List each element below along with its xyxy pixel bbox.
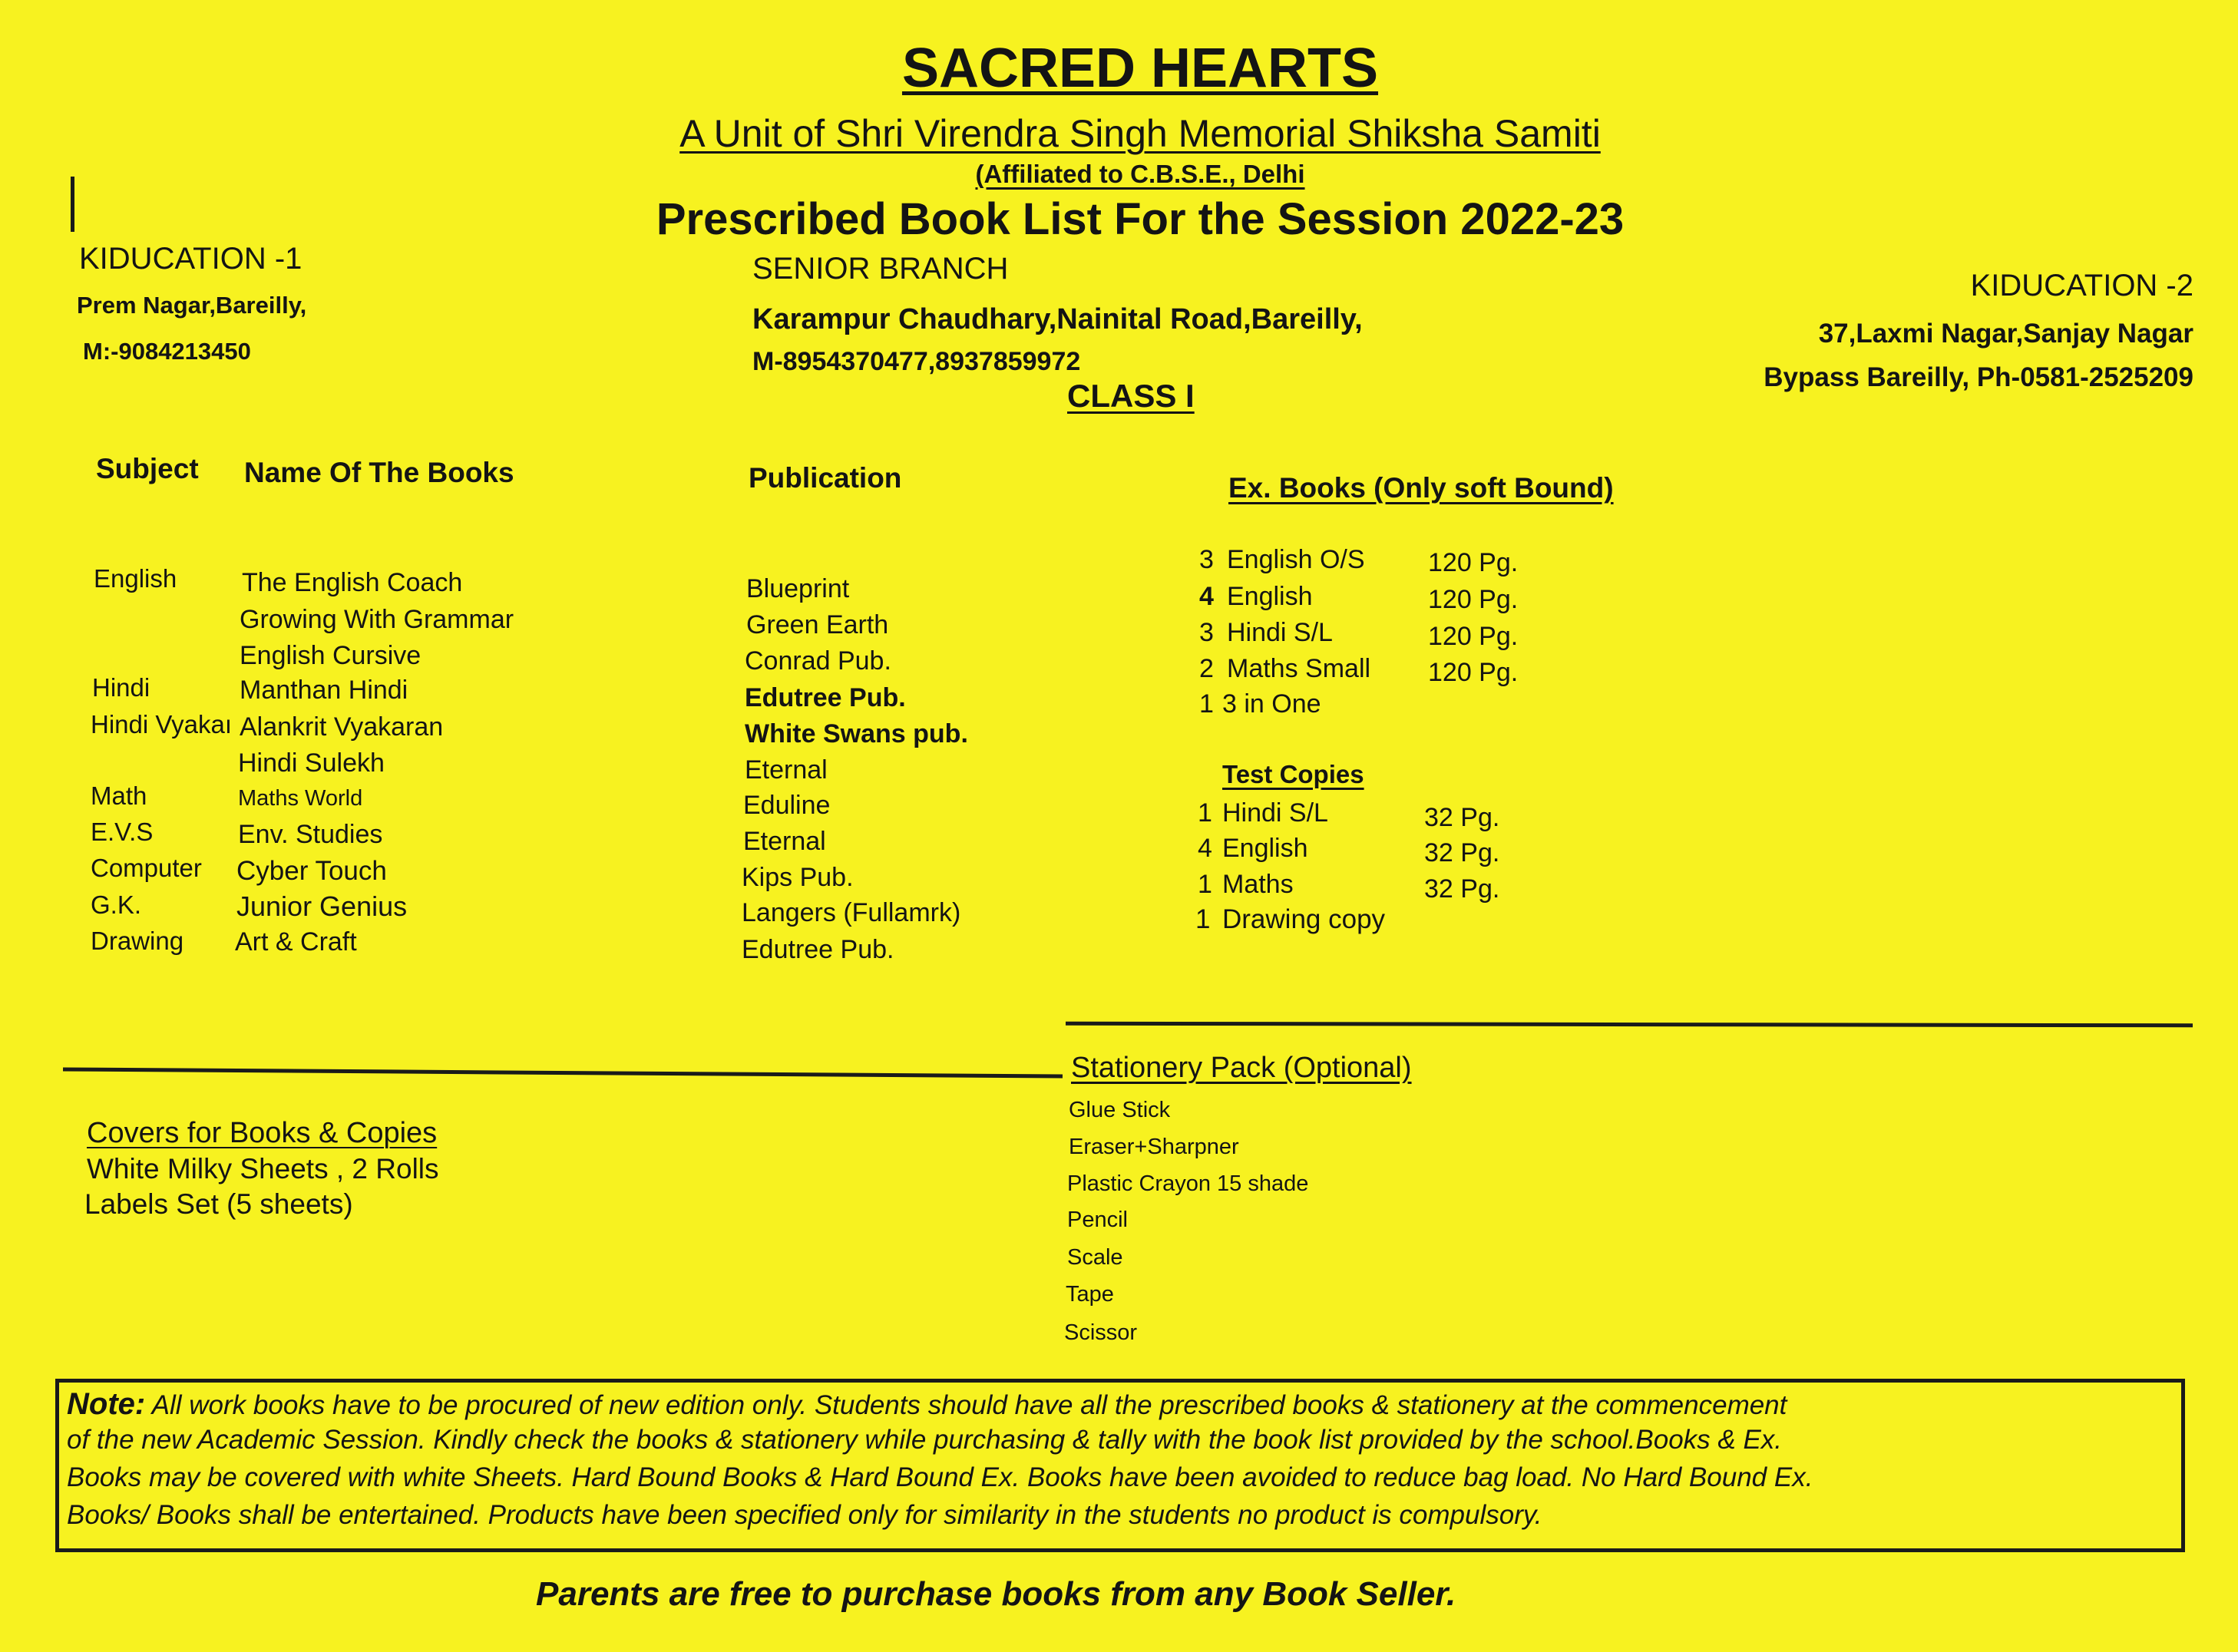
test-copy-name: English [1222, 834, 1308, 863]
book-row-publication: White Swans pub. [745, 719, 968, 748]
ex-book-name: Hindi S/L [1227, 618, 1333, 647]
book-row-title: Alankrit Vyakaran [240, 712, 444, 742]
stationery-item: Tape [1066, 1282, 1114, 1307]
branch-right-name: KIDUCATION -2 [1970, 269, 2193, 302]
note-line-4: Books/ Books shall be entertained. Products have been specified only for similarity in the students no product is compulsory. [67, 1500, 1542, 1530]
book-row-subject: G.K. [91, 890, 142, 919]
session-title: Prescribed Book List For the Session 2022-23 [656, 194, 1625, 244]
note-text: All work books have to be procured of new edition only. Students should have all the prescribed books & stationery at the commencement [151, 1390, 1787, 1420]
test-copies-title: Test Copies [1222, 760, 1364, 788]
branch-left-address: Prem Nagar,Bareilly, [77, 292, 307, 319]
covers-item: White Milky Sheets , 2 Rolls [87, 1153, 439, 1184]
col-subject-header: Subject [96, 453, 199, 484]
note-box [55, 1379, 2185, 1552]
ex-book-pages: 120 Pg. [1428, 658, 1519, 687]
ex-book-qty: 1 [1199, 689, 1214, 719]
note-line-3: Books may be covered with white Sheets. Hard Bound Books & Hard Bound Ex. Books have been avoided to reduce bag load. No Hard Bound Ex. [67, 1462, 1813, 1492]
stationery-item: Eraser+Sharpner [1069, 1135, 1239, 1159]
book-row-subject: Drawing [91, 927, 184, 955]
covers-item: Labels Set (5 sheets) [84, 1188, 353, 1220]
branch-right-address: 37,Laxmi Nagar,Sanjay Nagar [1818, 319, 2193, 349]
ex-book-name: English [1227, 582, 1313, 611]
ex-book-name: Maths Small [1227, 654, 1371, 683]
book-row-title: Art & Craft [235, 927, 357, 957]
col-exbooks-header: Ex. Books (Only soft Bound) [1228, 472, 1614, 504]
school-name: SACRED HEARTS [901, 38, 1379, 99]
ex-book-qty: 2 [1199, 654, 1214, 683]
ex-book-qty: 4 [1199, 582, 1214, 611]
stationery-title: Stationery Pack (Optional) [1071, 1052, 1412, 1084]
test-copy-pages: 32 Pg. [1424, 838, 1500, 867]
book-row-subject: Hindi [92, 673, 150, 702]
ex-book-name: English O/S [1227, 545, 1365, 574]
note-label: Note: [67, 1387, 146, 1421]
class-label: CLASS I [1067, 378, 1195, 414]
ex-book-qty: 3 [1199, 618, 1214, 647]
book-row-subject: Hindi Vyakaı [91, 710, 233, 738]
book-row-title: English Cursive [240, 641, 421, 670]
book-row-title: Env. Studies [238, 820, 383, 849]
ex-book-pages: 120 Pg. [1428, 622, 1519, 651]
test-copy-qty: 1 [1198, 870, 1212, 899]
test-copy-name: Drawing copy [1222, 904, 1386, 934]
test-copy-qty: 4 [1198, 834, 1212, 863]
branch-left-name: KIDUCATION -1 [79, 242, 302, 276]
book-row-title: Maths World [238, 786, 363, 811]
ex-book-pages: 120 Pg. [1428, 585, 1519, 614]
stationery-item: Scale [1067, 1245, 1123, 1270]
footer-note: Parents are free to purchase books from any Book Seller. [536, 1575, 1456, 1613]
book-row-title: Junior Genius [236, 890, 408, 922]
unit-of-line: A Unit of Shri Virendra Singh Memorial Shiksha Samiti [679, 112, 1601, 155]
test-copy-pages: 32 Pg. [1424, 874, 1500, 904]
note-line-2: of the new Academic Session. Kindly check the books & stationery while purchasing & tally with the book list provided by the school.Books & Ex. [67, 1425, 1783, 1455]
stationery-item: Plastic Crayon 15 shade [1067, 1171, 1309, 1196]
book-row-publication: Conrad Pub. [745, 646, 891, 676]
book-row-title: Manthan Hindi [240, 676, 408, 705]
book-row-publication: Edutree Pub. [742, 935, 894, 964]
book-row-publication: Edutree Pub. [745, 683, 906, 712]
divider-right [1066, 1022, 2193, 1028]
note-line-1 [67, 1387, 1787, 1422]
col-books-header: Name Of The Books [244, 457, 514, 488]
stationery-item: Scissor [1064, 1320, 1138, 1345]
test-copy-qty: 1 [1195, 904, 1211, 934]
branch-center-address: Karampur Chaudhary,Nainital Road,Bareilly, [752, 303, 1363, 335]
divider-left [63, 1067, 1063, 1078]
test-copy-qty: 1 [1198, 798, 1212, 828]
book-row-publication: Kips Pub. [742, 863, 854, 892]
col-publication-header: Publication [749, 462, 902, 494]
ex-book-qty: 3 [1199, 545, 1214, 574]
affiliation-line: (Affiliated to C.B.S.E., Delhi [975, 160, 1305, 188]
branch-right-phone: Bypass Bareilly, Ph-0581-2525209 [1764, 362, 2193, 392]
book-row-title: Cyber Touch [236, 856, 387, 886]
test-copy-name: Hindi S/L [1222, 798, 1328, 828]
book-row-subject: E.V.S [91, 818, 154, 846]
ex-book-name: 3 in One [1222, 689, 1321, 719]
book-row-title: Growing With Grammar [240, 605, 514, 634]
book-row-title: The English Coach [242, 568, 463, 597]
branch-left-phone: M:-9084213450 [83, 338, 251, 365]
book-row-subject: Computer [91, 854, 202, 882]
book-row-publication: Green Earth [746, 610, 889, 639]
book-row-publication: Eternal [743, 827, 826, 856]
book-row-publication: Blueprint [746, 574, 850, 603]
book-row-subject: English [94, 564, 177, 593]
test-copy-pages: 32 Pg. [1424, 803, 1500, 832]
book-row-title: Hindi Sulekh [238, 748, 385, 778]
test-copy-name: Maths [1222, 870, 1294, 899]
ex-book-pages: 120 Pg. [1428, 548, 1519, 577]
covers-title: Covers for Books & Copies [87, 1117, 438, 1149]
branch-center-name: SENIOR BRANCH [752, 252, 1009, 286]
book-row-publication: Eternal [745, 755, 828, 785]
margin-mark [71, 177, 74, 232]
branch-center-phone: M-8954370477,8937859972 [752, 347, 1081, 376]
stationery-item: Glue Stick [1069, 1098, 1171, 1122]
stationery-item: Pencil [1067, 1208, 1128, 1232]
book-row-publication: Eduline [743, 791, 831, 820]
book-row-subject: Math [91, 781, 147, 810]
book-row-publication: Langers (Fullamrk) [742, 898, 961, 927]
